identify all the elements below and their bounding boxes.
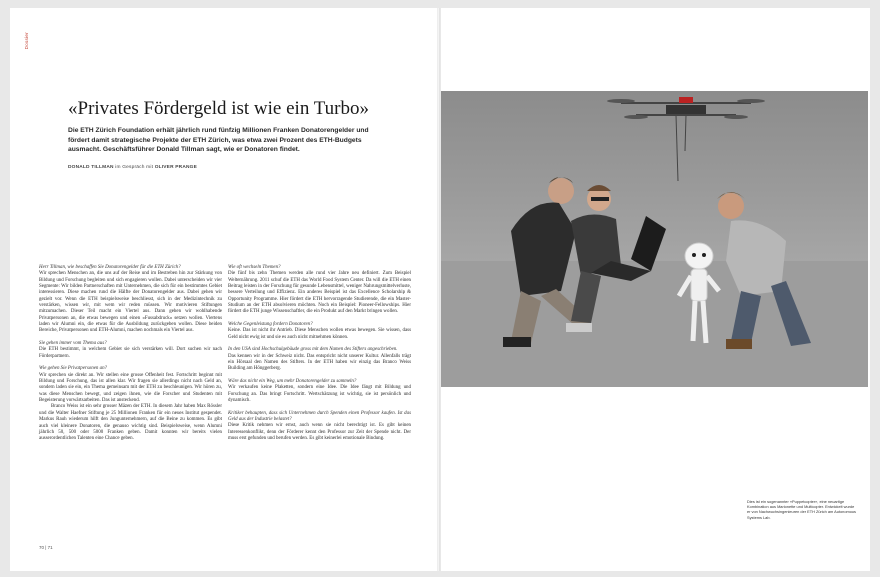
section-label: Dossier	[24, 32, 29, 50]
byline	[68, 165, 388, 170]
page-numbers: 70 | 71	[39, 545, 53, 550]
right-page	[441, 8, 870, 571]
byline-interviewee: DONALD TILLMAN	[68, 165, 114, 170]
question: In den USA sind Hochschulgebäude gross mit dem Namen des Stifters angeschrieben.	[228, 347, 398, 353]
byline-interviewer: OLIVER PRANGE	[154, 165, 197, 170]
answer: Die ETH bestimmt, in welchem Gebiet sie sich verstärken will. Dort suchen wir nach Förderpartnern.	[39, 347, 222, 359]
answer: Wir verkaufen keine Plaketten, sondern eine Idee. Die Idee fängt mit Bildung und Forschung an. Das bringt Fortschritt. Wertschätzung ist wichtig, sie ist persönlich und dynamisch.	[228, 385, 411, 404]
answer: Diese Kritik nehmen wir ernst, auch wenn sie nicht berechtigt ist. Es gibt keinen Interessenkonflikt, denn der Förderer kennt den Professor zur Zeit der Spende nicht. Der muss erst gefunden und berufen werden. Es gibt keinerlei emotionale Bindung.	[228, 423, 411, 442]
text-column-left	[39, 265, 222, 449]
answer: Die fünf bis zehn Themen werden alle rund vier Jahre neu definiert. Zum Beispiel Welternährung. 2011 schuf die ETH das World Food System Center. Da will die ETH einen Beitrag leisten in der Forschung für gesunde Lebensmittel, weniger Nahrungsmittelverluste, bessere Verteilung und Effizienz. Ein anderes Beispiel ist das Excellence Scholarship & Opportunity Programme. Hier fördert die ETH hervorragende Studierende, die ein Master-Studium an der ETH absolvieren möchten. Noch ein Beispiel: Pioneer-Fellowships. Hier fördert die ETH junge Wissenschaftler, die ein Produkt auf den Markt bringen wollen.	[228, 271, 411, 315]
qa-block	[228, 379, 411, 404]
question: Herr Tillman, wie beschaffen Sie Donatorengelder für die ETH Zürich?	[39, 265, 181, 270]
answer: Branco Weiss ist ein sehr grosser Mäzen der ETH. In diesem Jahr haben Max Rössler und die Walter Haefner Stiftung je 25 Millionen Franken für ein neues Institut gespendet. Markus Rauh wiederum hilft den Jungunternehmern, auf die Beine zu kommen. Es gibt auch viel kleinere Donatoren, die genauso wichtig sind. Beispielsweise, wenn Alumni jährlich 50, 500 oder 5000 Franken geben. Damit konnten wir bereits vielen ausserordentlichen Talenten eine Chance geben.	[39, 404, 222, 442]
qa-block	[228, 322, 411, 341]
answer: Keine. Das ist nicht ihr Antrieb. Diese Menschen wollen etwas bewegen. Sie wissen, dass Geld nicht ewig ist und sie es auch nicht mitnehmen können.	[228, 328, 411, 340]
byline-connector: im Gespräch mit	[113, 165, 155, 170]
paragraph	[39, 404, 222, 442]
qa-block	[39, 265, 222, 335]
photo-caption: Dies ist ein sogenannter «Puppetcopter», eine neuartige Kombination aus Marionette und Multicopter. Entwickelt wurde er von Nachwuchsingenieuren der ETH Zürich am Autonomous Systems Lab.	[747, 499, 856, 520]
qa-block	[39, 366, 222, 404]
answer: Wir sprechen Menschen an, die uns auf der Reise und im Bestreben hin zur Stärkung von Bildung und Forschung begleiten und sich engagieren wollen. Dabei unterscheiden wir vier Segmente: Wir bilden Partnerschaften mit Unternehmen, die sich für ein bestimmtes Gebiet interessieren. Diese machen rund die Hälfte der Donatorengelder aus. Dabei gehen wir gezielt vor. Wenn die ETH beispielsweise beschliesst, sich in der Medizintechnik zu verstärken, wissen wir, mit wem wir reden müssen. Wir motivieren Stiftungen mitzumachen. Dieser Teil macht ein Viertel aus. Dann gehen wir wohlhabende Privatpersonen an, die etwas bewegen und einen «Fussabdruck» setzen wollen. Viertens laden wir Alumni ein, die etwas für die Ausbildung zurückgeben wollen. Diese beiden Bereiche, Privatpersonen und ETH-Alumni, machen nochmals ein Viertel aus.	[39, 271, 222, 334]
question: Kritiker behaupten, dass sich Unternehmen durch Spenden einen Professor kaufen. Ist das Geld aus der Industrie belastet?	[228, 410, 411, 423]
drone-icon	[607, 97, 765, 181]
photo-students-robot-drone	[441, 91, 868, 387]
qa-block	[228, 347, 411, 372]
answer: Das kennen wir in der Schweiz nicht. Das entspricht nicht unserer Kultur. Allenfalls trägt ein Hörsaal den Namen des Stifters. In der ETH haben wir einzig das Branco Weiss Building am Hönggerberg.	[228, 353, 411, 372]
photo-illustration	[441, 91, 868, 387]
answer: Wir sprechen sie direkt an. Wir stellen eine grosse Offenheit fest. Fortschritt beginnt mit Bildung und Forschung, das ist allen klar. Wir fragen sie allerdings nicht nach Geld an, sondern laden sie ein, ein Thema gemeinsam mit der ETH zu beschleunigen. Wir hören zu, was diese Menschen bewegt, und zeigen ihnen, wie die Forscher und Studenten mit Begeisterung vorwärtsarbeiten. Das ist ansteckend.	[39, 372, 222, 404]
article-lead: Die ETH Zürich Foundation erhält jährlich rund fünfzig Millionen Franken Donatorengelder und fördert damit strategische Projekte der ETH Zürich, was etwa zwei Prozent des ETH-Budgets ausmacht. Geschäftsführer Donald Tillman sagt, wie er Donatoren findet.	[68, 127, 369, 154]
qa-block	[228, 265, 411, 316]
qa-block	[39, 341, 222, 360]
question: Wie gehen Sie Privatpersonen an?	[39, 366, 108, 372]
question: Welche Gegenleistung fordern Donatoren?	[228, 322, 313, 328]
floor	[441, 261, 868, 387]
question: Wie oft wechseln Themen?	[228, 265, 281, 270]
question: Sie gehen immer vom Thema aus?	[39, 341, 107, 347]
qa-block	[228, 411, 411, 443]
question: Wäre das nicht ein Weg, um mehr Donatorengelder zu sammeln?	[228, 379, 357, 385]
left-page	[10, 8, 439, 571]
article-headline: «Privates Fördergeld ist wie ein Turbo»	[68, 98, 370, 119]
text-column-right	[228, 265, 411, 449]
